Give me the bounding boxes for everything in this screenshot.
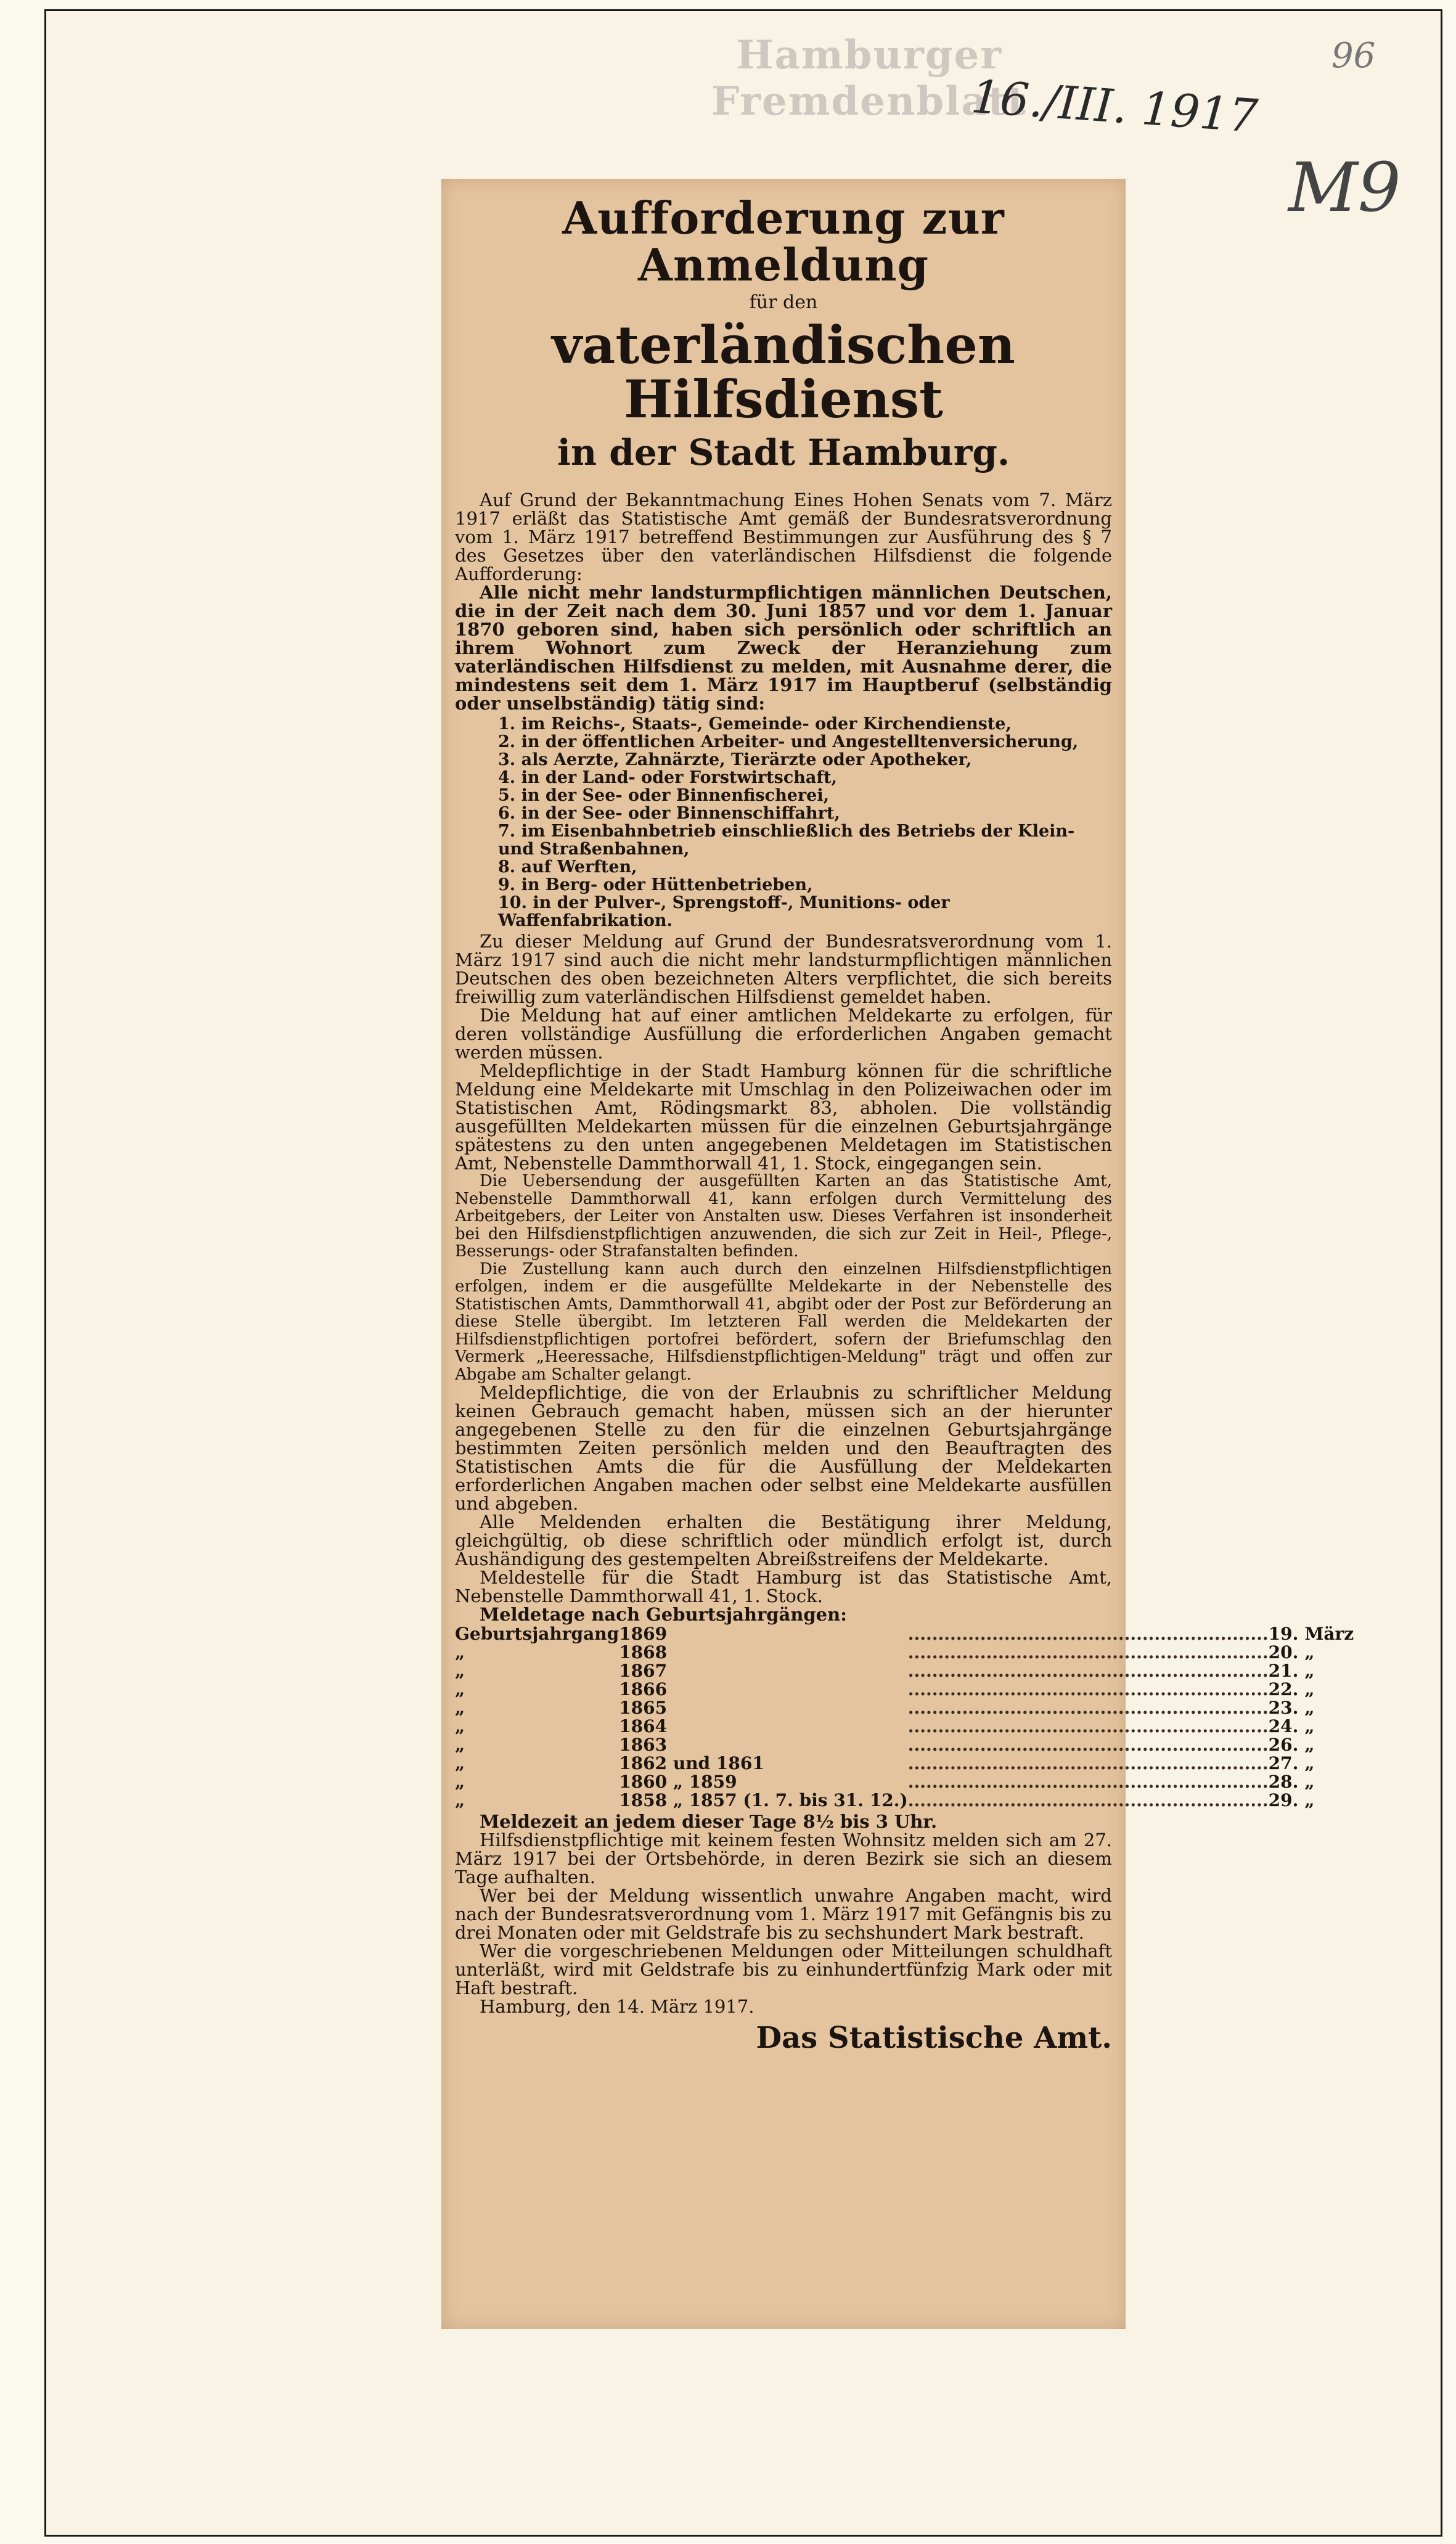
intro-paragraph: Auf Grund der Bekanntmachung Eines Hohen Senats vom 7. März 1917 erläßt das Statistische Amt gemäß der Bundesratsverordnung vom 1. März 1917 betreffend Bestimmungen zur Ausführung des § 7 des Gesetzes über den vaterländischen Hilfsdienst die folgende Aufforderung: <box>455 489 1112 585</box>
schedule-leader: ............................................................ <box>907 1624 1269 1645</box>
paragraph-volunteers: Zu dieser Meldung auf Grund der Bundesratsverordnung vom 1. März 1917 sind auch die nicht mehr landsturmpflichtigen männlichen Deutschen des oben bezeichneten Alters verpflichtet, die sich bereits freiwillig zum vaterländischen Hilfsdienst gemeldet haben. <box>455 931 1112 1008</box>
schedule-year: 1866 <box>619 1679 668 1700</box>
table-row <box>455 1736 1354 1754</box>
schedule-label: „ <box>455 1716 465 1737</box>
exceptions-list <box>498 715 1112 930</box>
schedule-label: „ <box>455 1753 465 1774</box>
schedule-leader: ............................................................ <box>907 1735 1269 1756</box>
paragraph-false-statements: Wer bei der Meldung wissentlich unwahre Angaben macht, wird nach der Bundesratsverordnung vom 1. März 1917 mit Gefängnis bis zu drei Monaten oder mit Geldstrafe bis zu sechshundert Mark bestraft. <box>455 1885 1112 1944</box>
registration-hours: Meldezeit an jedem dieser Tage 8½ bis 3 Uhr. <box>480 1811 938 1833</box>
paragraph-obligation: Alle nicht mehr landsturmpflichtigen männlichen Deutschen, die in der Zeit nach dem 30. Juni 1857 und vor dem 1. Januar 1870 geboren sind, haben sich persönlich oder schriftlich an ihrem Wohnort zum Zweck der Heranziehung zum vaterländischen Hilfsdienst zu melden, mit Ausnahme derer, die mindestens seit dem 1. März 1917 im Hauptberuf (selbständig oder unselbständig) tätig sind: <box>455 582 1112 714</box>
title-line-1: Aufforderung zur Anmeldung <box>562 192 1005 291</box>
list-item: 9. in Berg- oder Hüttenbetrieben, <box>498 875 813 895</box>
list-item: 7. im Eisenbahnbetrieb einschließlich des Betriebs der Klein- und Straßenbahnen, <box>498 822 1075 859</box>
schedule-label: „ <box>455 1698 465 1719</box>
signature: Das Statistische Amt. <box>756 2021 1112 2056</box>
newspaper-stamp: Hamburger Fremdenblatt <box>711 32 1028 125</box>
article-body <box>455 489 1354 2056</box>
handwritten-date: 16./III. 1917 <box>969 70 1260 144</box>
list-item: 1. im Reichs-, Staats-, Gemeinde- oder Kirchendienste, <box>498 714 1012 734</box>
handwritten-mark: M9 <box>1288 148 1401 227</box>
schedule-label: „ <box>455 1735 465 1756</box>
schedule-day: 26. <box>1268 1735 1299 1756</box>
schedule-month: „ <box>1304 1716 1315 1737</box>
schedule-day: 29. <box>1268 1790 1299 1811</box>
schedule-label: Geburtsjahrgang <box>455 1624 620 1645</box>
table-row <box>455 1754 1354 1773</box>
table-row <box>455 1625 1354 1643</box>
schedule-year: 1867 <box>619 1661 668 1682</box>
handwritten-number: 96 <box>1331 36 1376 76</box>
table-row <box>455 1791 1354 1810</box>
schedule-year: 1862 und 1861 <box>619 1753 764 1774</box>
schedule-year: 1858 „ 1857 (1. 7. bis 31. 12.) <box>619 1790 908 1811</box>
schedule-month: „ <box>1304 1698 1315 1719</box>
schedule-year: 1869 <box>619 1624 668 1645</box>
schedule-leader: ............................................................ <box>907 1679 1269 1700</box>
schedule-year: 1864 <box>619 1716 668 1737</box>
schedule-leader: ............................................................ <box>907 1772 1269 1793</box>
schedule-leader: ............................................................ <box>907 1642 1269 1663</box>
title-small: für den <box>749 292 818 314</box>
schedule-label: „ <box>455 1642 465 1663</box>
title-line-3: in der Stadt Hamburg. <box>557 431 1010 473</box>
paragraph-meldekarte: Die Meldung hat auf einer amtlichen Meldekarte zu erfolgen, für deren vollständige Ausfüllung die erforderlichen Angaben gemacht werden müssen. <box>455 1005 1112 1063</box>
table-row <box>455 1699 1354 1717</box>
schedule-year: 1860 „ 1859 <box>619 1772 737 1793</box>
schedule-leader: ............................................................ <box>907 1716 1269 1737</box>
schedule-label: „ <box>455 1679 465 1700</box>
paragraph-postal-delivery: Die Zustellung kann auch durch den einzelnen Hilfsdienstpflichtigen erfolgen, indem er die ausgefüllte Meldekarte in der Nebenstelle des Statistischen Amts, Dammthorwall 41, abgibt oder der Post zur Beförderung an diese Stelle übergibt. Im letzteren Fall werden die Meldekarten der Hilfsdienstpflichtigen portofrei befördert, sofern der Briefumschlag den Vermerk „Heeressache, Hilfsdienstpflichtigen-Meldung" trägt und offen zur Abgabe am Schalter gelangt. <box>455 1259 1112 1384</box>
schedule-table <box>455 1625 1354 1810</box>
paragraph-personal-registration: Meldepflichtige, die von der Erlaubnis zu schriftlicher Meldung keinen Gebrauch gemacht haben, müssen sich an der hierunter angegebenen Stelle zu den für die einzelnen Geburtsjahrgänge bestimmten Zeiten persönlich melden und den Beauftragten des Statistischen Amts die für die Ausfüllung der Meldekarten erforderlichen Angaben machen oder selbst eine Meldekarte ausfüllen und abgeben. <box>455 1382 1112 1515</box>
paragraph-written-registration: Meldepflichtige in der Stadt Hamburg können für die schriftliche Meldung eine Meldekarte mit Umschlag in den Polizeiwachen oder im Statistischen Amt, Rödingsmarkt 83, abholen. Die vollständig ausgefüllten Meldekarten müssen für die einzelnen Geburtsjahrgänge spätestens zu den unten angegebenen Meldetagen im Statistischen Amt, Nebenstelle Dammthorwall 41, 1. Stock, eingegangen sein. <box>455 1060 1112 1174</box>
schedule-year: 1863 <box>619 1735 668 1756</box>
schedule-year: 1865 <box>619 1698 668 1719</box>
schedule-label: „ <box>455 1790 465 1811</box>
schedule-day: 21. <box>1268 1661 1299 1682</box>
schedule-month: „ <box>1304 1661 1315 1682</box>
paragraph-confirmation: Alle Meldenden erhalten die Bestätigung ihrer Meldung, gleichgültig, ob diese schriftlich oder mündlich erfolgt ist, durch Aushändigung des gestempelten Abreißstreifens der Meldekarte. <box>455 1511 1112 1570</box>
schedule-day: 19. <box>1268 1624 1299 1645</box>
list-item: 4. in der Land- oder Forstwirtschaft, <box>498 768 837 788</box>
schedule-month: März <box>1304 1624 1354 1645</box>
schedule-day: 27. <box>1268 1753 1299 1774</box>
paragraph-office: Meldestelle für die Stadt Hamburg ist das Statistische Amt, Nebenstelle Dammthorwall 41, 1. Stock. <box>455 1567 1112 1607</box>
schedule-label: „ <box>455 1772 465 1793</box>
table-row <box>455 1773 1354 1791</box>
list-item: 6. in der See- oder Binnenschiffahrt, <box>498 804 840 824</box>
list-item: 2. in der öffentlichen Arbeiter- und Angestelltenversicherung, <box>498 732 1079 752</box>
list-item: 10. in der Pulver-, Sprengstoff-, Munitions- oder Waffenfabrikation. <box>498 893 950 931</box>
schedule-leader: ............................................................ <box>907 1698 1269 1719</box>
schedule-day: 24. <box>1268 1716 1299 1737</box>
schedule-month: „ <box>1304 1772 1315 1793</box>
newspaper-clipping <box>441 179 1354 2329</box>
schedule-day: 23. <box>1268 1698 1299 1719</box>
table-row <box>455 1680 1354 1699</box>
paragraph-omission: Wer die vorgeschriebenen Meldungen oder Mitteilungen schuldhaft unterläßt, wird mit Geldstrafe bis zu einhundertfünfzig Mark oder mit Haft bestraft. <box>455 1941 1112 1999</box>
paragraph-no-residence: Hilfsdienstpflichtige mit keinem festen Wohnsitz melden sich am 27. März 1917 bei der Ortsbehörde, in deren Bezirk sie sich an diesem Tage aufhalten. <box>455 1830 1112 1888</box>
schedule-year: 1868 <box>619 1642 668 1663</box>
table-row <box>455 1643 1354 1662</box>
schedule-month: „ <box>1304 1753 1315 1774</box>
title-line-2: vaterländischen Hilfsdienst <box>552 314 1015 430</box>
place-date: Hamburg, den 14. März 1917. <box>480 1996 755 2018</box>
schedule-month: „ <box>1304 1679 1315 1700</box>
list-item: 8. auf Werften, <box>498 857 637 877</box>
paragraph-delivery: Die Uebersendung der ausgefüllten Karten an das Statistische Amt, Nebenstelle Dammthorwall 41, kann erfolgen durch Vermittelung des Arbeitgebers, der Leiter von Anstalten usw. Dieses Verfahren ist insonderheit bei den Hilfsdienstpflichtigen anzuwenden, die sich zur Zeit in Heil-, Pflege-, Besserungs- oder Strafanstalten befinden. <box>455 1172 1112 1261</box>
schedule-day: 22. <box>1268 1679 1299 1700</box>
list-item: 3. als Aerzte, Zahnärzte, Tierärzte oder Apotheker, <box>498 750 972 770</box>
schedule-leader: ............................................................ <box>907 1790 1269 1811</box>
schedule-label: „ <box>455 1661 465 1682</box>
table-row <box>455 1717 1354 1736</box>
list-item: 5. in der See- oder Binnenfischerei, <box>498 786 829 806</box>
paragraph-schedule-heading: Meldetage nach Geburtsjahrgängen: <box>480 1604 847 1626</box>
schedule-leader: ............................................................ <box>907 1661 1269 1682</box>
schedule-month: „ <box>1304 1642 1315 1663</box>
schedule-leader: ............................................................ <box>907 1753 1269 1774</box>
schedule-month: „ <box>1304 1735 1315 1756</box>
schedule-month: „ <box>1304 1790 1315 1811</box>
schedule-day: 28. <box>1268 1772 1299 1793</box>
schedule-day: 20. <box>1268 1642 1299 1663</box>
table-row <box>455 1662 1354 1680</box>
